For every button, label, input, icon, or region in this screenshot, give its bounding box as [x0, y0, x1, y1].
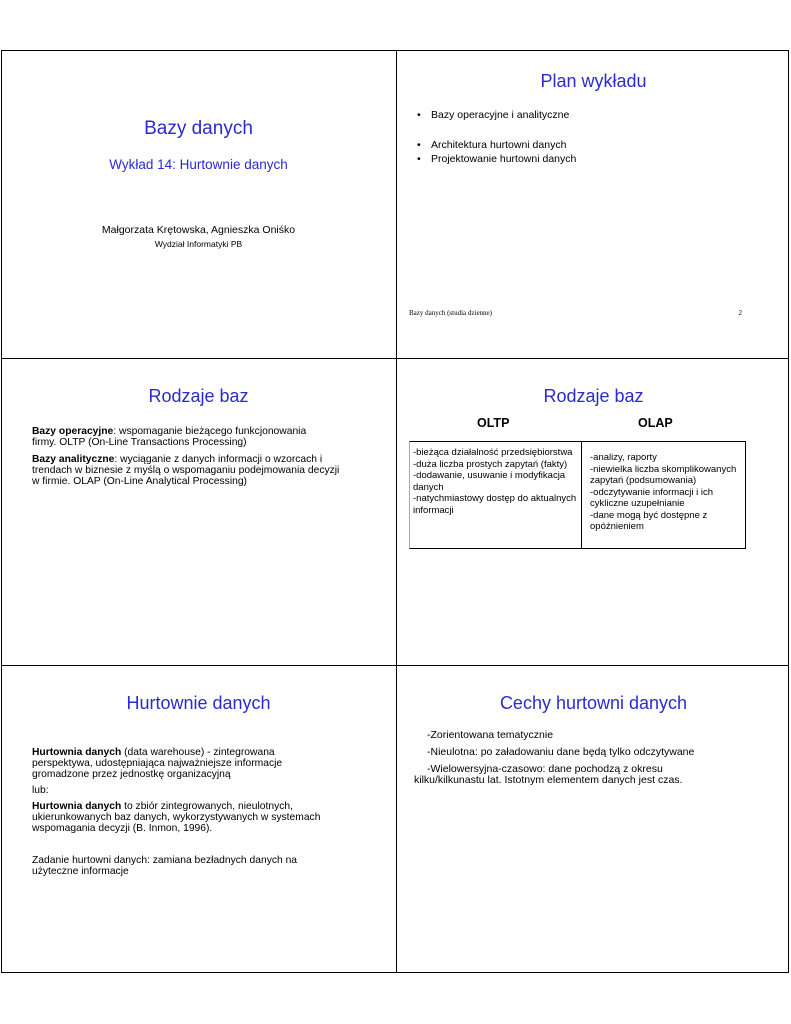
olap-item: -odczytywanie informacji i ich cykliczne uzupełnianie	[590, 486, 714, 509]
slide2-bullets-a	[417, 108, 569, 122]
comparison-table	[409, 441, 746, 549]
slide2-bullets-b	[417, 138, 576, 166]
slide5-p1-bold: Hurtownia danych	[32, 747, 122, 758]
slide5-paragraph-2	[32, 801, 337, 834]
slide1-faculty: Wydział Informatyki PB	[154, 239, 243, 249]
slide5-paragraph-3: Zadanie hurtowni danych: zamiana bezładnych danych na użyteczne informacje	[32, 855, 298, 877]
slide2-footer-left: Bazy danych (studia dzienne)	[409, 309, 492, 317]
slide3-paragraph-2	[32, 454, 342, 487]
oltp-header: OLTP	[477, 416, 510, 430]
oltp-item: -natychmiastowy dostęp do aktualnych informacji	[413, 493, 577, 516]
oltp-item: -bieżąca działalność przedsiębiorstwa	[413, 447, 573, 458]
slide2-page-number: 2	[738, 309, 742, 317]
olap-header: OLAP	[638, 416, 673, 430]
slide5-p2-bold: Hurtownia danych	[32, 801, 122, 812]
olap-item: -dane mogą być dostępne z opóźnieniem	[590, 509, 708, 532]
slide4-title: Rodzaje baz	[543, 386, 644, 406]
slide1-subtitle: Wykład 14: Hurtownie danych	[109, 157, 288, 172]
slide3-p2-rest: : wyciąganie z danych informacji o wzorcach i trendach w biznesie z myślą o wspomaganiu podejmowania decyzji w firmie. OLAP (On-Line Analytical Processing)	[32, 454, 340, 487]
slide5-title: Hurtownie danych	[126, 693, 271, 713]
olap-item: -analizy, raporty	[590, 452, 657, 463]
slide3-p2-bold: Bazy analityczne	[32, 454, 115, 465]
slide-cechy-hurtowni	[397, 666, 790, 973]
slide-plan	[397, 51, 790, 358]
olap-item: -niewielka liczba skomplikowanych zapytań (podsumowania)	[590, 463, 737, 486]
bullet-item: • Projektowanie hurtowni danych	[417, 152, 576, 166]
slides-grid	[1, 50, 789, 973]
feature-item: -Zorientowana tematycznie	[427, 729, 554, 741]
slide5-paragraph-1	[32, 747, 302, 780]
slide3-paragraph-1	[32, 426, 332, 448]
slide2-title: Plan wykładu	[540, 71, 647, 91]
slide5-p1-rest: (data warehouse) - zintegrowana perspektywa, udostępniająca najważniejsze informacje gromadzone przez jednostkę organizacyjną	[32, 747, 283, 780]
slide-rodzaje-baz-1	[2, 359, 395, 666]
slide5-p2-rest: to zbiór zintegrowanych, nieulotnych, ukierunkowanych baz danych, wykorzystywanych w systemach wspomagania decyzji (B. Inmon, 1996).	[32, 801, 321, 834]
slide-rodzaje-baz-2	[397, 359, 790, 666]
slide6-title: Cechy hurtowni danych	[499, 693, 688, 713]
bullet-item: • Bazy operacyjne i analityczne	[417, 108, 569, 122]
table-divider	[581, 442, 582, 548]
slide3-p1-rest: : wspomaganie bieżącego funkcjonowania firmy. OLTP (On-Line Transactions Processing)	[32, 426, 307, 448]
feature-item: -Wielowersyjna-czasowo: dane pochodzą z okresu kilku/kilkunastu lat. Istotnym elementem danych jest czas.	[414, 763, 683, 786]
slide-hurtownie-danych	[2, 666, 395, 973]
bullet-item: • Architektura hurtowni danych	[417, 138, 576, 152]
slide5-lub: lub:	[32, 785, 49, 796]
slide-title	[2, 51, 395, 358]
oltp-item: -dodawanie, usuwanie i modyfikacja danych	[413, 470, 566, 493]
oltp-cell	[413, 447, 578, 516]
olap-cell	[590, 452, 745, 533]
slide3-title: Rodzaje baz	[148, 386, 249, 406]
feature-item: -Nieulotna: po załadowaniu dane będą tylko odczytywane	[427, 746, 695, 758]
oltp-item: -duża liczba prostych zapytań (fakty)	[413, 458, 568, 470]
slide1-title: Bazy danych	[144, 118, 253, 139]
slide3-p1-bold: Bazy operacyjne	[32, 426, 114, 437]
slide1-authors: Małgorzata Krętowska, Agnieszka Oniśko	[101, 224, 296, 236]
